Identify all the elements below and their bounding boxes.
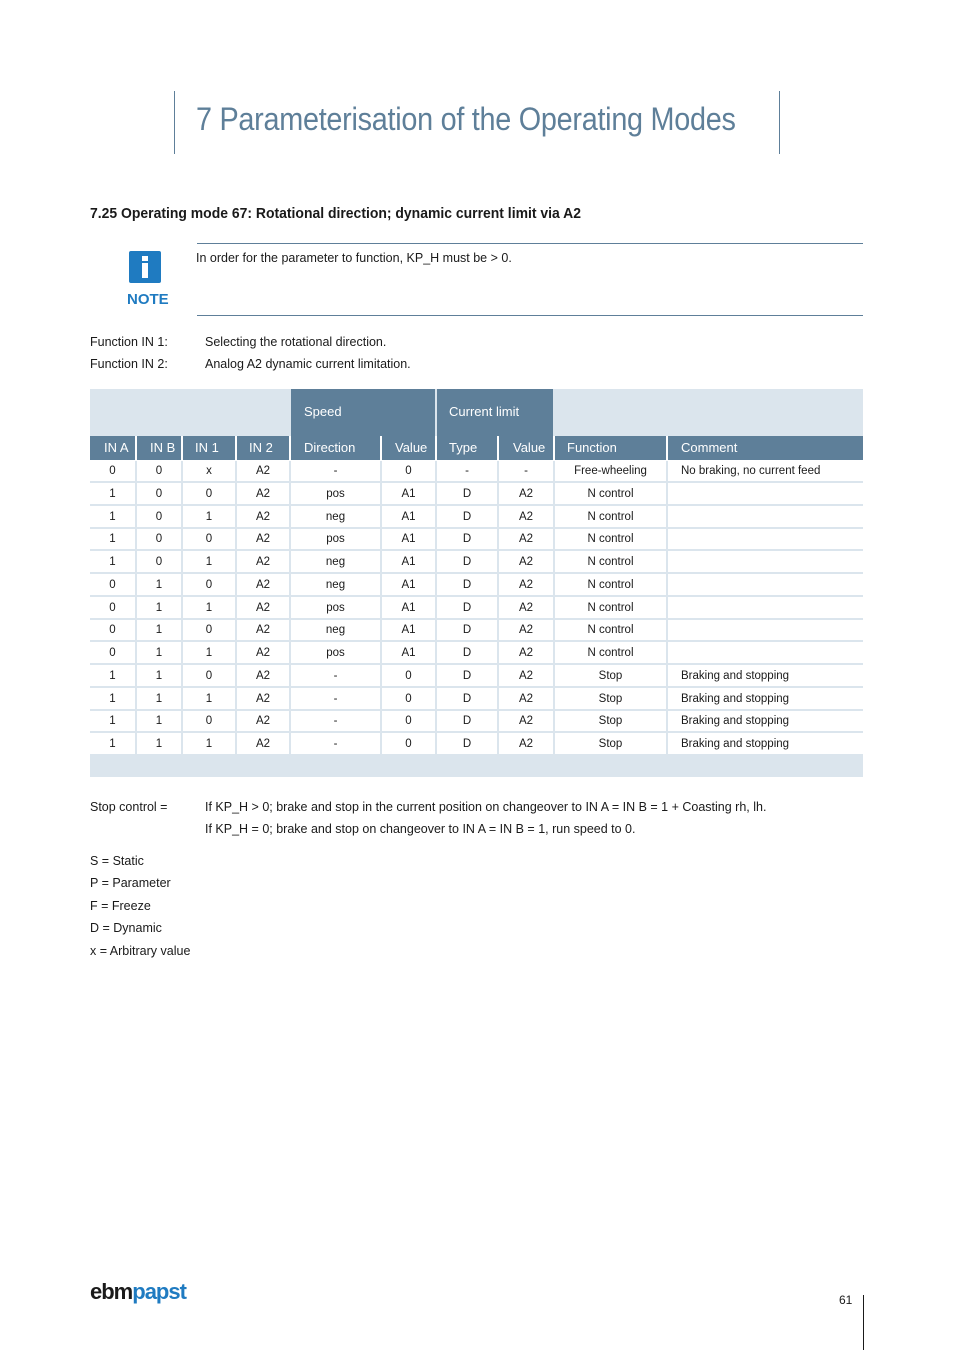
cell-in-2: A2 <box>255 738 271 750</box>
cell-in-a: 0 <box>109 578 116 591</box>
header-type: Type <box>437 436 497 460</box>
column-divider <box>553 461 555 757</box>
cell-speed-value: 0 <box>405 738 412 750</box>
header-in-2: IN 2 <box>237 436 289 460</box>
table-footer-band <box>90 755 863 777</box>
cell-direction: pos <box>326 601 345 614</box>
cell-type: D <box>462 510 472 523</box>
cell-in-a: 0 <box>109 647 116 659</box>
column-divider <box>235 461 237 757</box>
header-divider <box>666 436 668 460</box>
cell-in-1: 0 <box>205 624 213 637</box>
cell-in-b: 0 <box>155 556 163 568</box>
column-divider <box>181 461 183 757</box>
cell-direction: neg <box>325 624 346 637</box>
cell-current-value: - <box>524 465 528 477</box>
header-in-a: IN A <box>90 436 135 460</box>
cell-speed-value: 0 <box>405 669 412 682</box>
cell-type: D <box>462 669 472 682</box>
cell-in-b: 1 <box>155 624 163 637</box>
header-in-b: IN B <box>137 436 181 460</box>
cell-type: D <box>462 692 472 705</box>
cell-comment <box>681 620 863 640</box>
cell-in-b: 0 <box>155 510 163 523</box>
speed-group-label: Speed <box>304 404 342 419</box>
cell-current-value: A2 <box>518 738 534 750</box>
cell-speed-value: 0 <box>405 465 412 477</box>
note-line-top <box>197 243 863 244</box>
section-heading: 7.25 Operating mode 67: Rotational direction; dynamic current limit via A2 <box>90 205 581 222</box>
cell-in-a: 1 <box>109 715 116 728</box>
row-divider <box>90 595 863 597</box>
cell-comment <box>681 552 863 572</box>
cell-in-2: A2 <box>255 692 271 705</box>
row-divider <box>90 572 863 574</box>
cell-in-2: A2 <box>255 601 271 614</box>
cell-type: D <box>462 533 472 546</box>
cell-in-2: A2 <box>255 487 271 500</box>
cell-speed-value: A1 <box>401 624 416 637</box>
cell-in-b: 0 <box>155 465 163 477</box>
cell-comment <box>681 575 863 595</box>
column-divider <box>497 461 499 757</box>
header-divider <box>289 436 291 460</box>
cell-direction: pos <box>326 533 345 546</box>
cell-comment <box>681 507 863 527</box>
row-divider <box>90 731 863 733</box>
cell-in-a: 0 <box>109 624 116 637</box>
cell-in-b: 1 <box>155 715 163 728</box>
header-current-value: Value <box>499 436 553 460</box>
column-divider <box>666 461 668 757</box>
cell-in-2: A2 <box>255 510 271 523</box>
cell-comment <box>681 484 863 504</box>
cell-comment: Braking and stopping <box>681 692 790 705</box>
header-direction: Direction <box>291 436 380 460</box>
cell-in-1: 1 <box>205 601 213 614</box>
cell-current-value: A2 <box>518 692 534 705</box>
cell-speed-value: A1 <box>401 487 416 500</box>
header-divider <box>181 436 183 460</box>
cell-in-a: 1 <box>109 556 116 568</box>
cell-in-1: x <box>206 465 212 477</box>
cell-function: N control <box>587 647 634 659</box>
legend-static: S = Static <box>90 854 144 868</box>
cell-direction: neg <box>325 578 346 591</box>
cell-function: Stop <box>598 738 623 750</box>
cell-type: - <box>465 465 469 477</box>
stop-control-line-2: If KP_H = 0; brake and stop on changeover to IN A = IN B = 1, run speed to 0. <box>205 822 636 836</box>
chapter-bar-right <box>779 91 780 154</box>
chapter-bar-left <box>174 91 175 154</box>
cell-direction: - <box>333 692 338 705</box>
cell-comment <box>681 643 863 663</box>
cell-in-1: 0 <box>205 487 213 500</box>
column-divider <box>380 461 382 757</box>
cell-in-a: 1 <box>109 487 116 500</box>
row-divider <box>90 640 863 642</box>
cell-function: Stop <box>598 715 623 728</box>
cell-direction: - <box>333 465 338 477</box>
cell-current-value: A2 <box>518 510 534 523</box>
cell-in-2: A2 <box>255 647 271 659</box>
cell-function: N control <box>587 601 634 614</box>
cell-function: N control <box>587 556 634 568</box>
row-divider <box>90 481 863 483</box>
cell-in-2: A2 <box>255 533 271 546</box>
cell-function: Free-wheeling <box>574 465 647 477</box>
column-divider <box>289 461 291 757</box>
cell-speed-value: A1 <box>401 647 416 659</box>
cell-speed-value: A1 <box>401 556 416 568</box>
cell-in-b: 1 <box>155 601 163 614</box>
function-in2-value: Analog A2 dynamic current limitation. <box>205 357 411 371</box>
cell-current-value: A2 <box>518 669 534 682</box>
cell-current-value: A2 <box>518 487 534 500</box>
cell-in-1: 0 <box>205 533 213 546</box>
chapter-title: 7 Parameterisation of the Operating Modes <box>196 101 736 137</box>
cell-comment: No braking, no current feed <box>681 465 821 477</box>
cell-function: N control <box>587 510 634 523</box>
cell-direction: neg <box>325 510 346 523</box>
stop-control-line-1: If KP_H > 0; brake and stop in the current position on changeover to IN A = IN B = 1 + Coasting rh, lh. <box>205 800 767 814</box>
row-divider <box>90 618 863 620</box>
stop-control-label: Stop control = <box>90 800 168 814</box>
cell-type: D <box>462 715 472 728</box>
header-comment: Comment <box>668 436 863 460</box>
cell-in-b: 1 <box>155 692 163 705</box>
cell-current-value: A2 <box>518 624 534 637</box>
legend-arbitrary: x = Arbitrary value <box>90 944 191 958</box>
cell-in-a: 1 <box>109 669 116 682</box>
cell-in-1: 1 <box>205 510 213 523</box>
header-divider <box>135 436 137 460</box>
cell-type: D <box>462 556 472 568</box>
cell-speed-value: A1 <box>401 533 416 546</box>
cell-function: Stop <box>598 669 623 682</box>
cell-in-b: 1 <box>155 669 163 682</box>
cell-in-1: 0 <box>205 578 213 591</box>
function-in1-value: Selecting the rotational direction. <box>205 335 387 349</box>
cell-comment: Braking and stopping <box>681 738 790 750</box>
legend-freeze: F = Freeze <box>90 899 151 913</box>
cell-in-b: 1 <box>155 647 163 659</box>
cell-direction: - <box>333 669 338 682</box>
cell-current-value: A2 <box>518 533 534 546</box>
header-function: Function <box>555 436 666 460</box>
cell-in-a: 0 <box>109 601 116 614</box>
row-divider <box>90 549 863 551</box>
cell-in-2: A2 <box>255 578 271 591</box>
cell-direction: pos <box>326 487 345 500</box>
cell-comment: Braking and stopping <box>681 715 790 728</box>
cell-function: N control <box>587 533 634 546</box>
note-label: NOTE <box>127 291 169 308</box>
cell-in-b: 1 <box>155 578 163 591</box>
cell-type: D <box>462 647 472 659</box>
page-number: 61 <box>839 1293 853 1307</box>
header-speed-value: Value <box>382 436 435 460</box>
row-divider <box>90 663 863 665</box>
cell-current-value: A2 <box>518 601 534 614</box>
page-bar <box>863 1295 864 1350</box>
cell-in-a: 1 <box>109 533 116 546</box>
function-in1-label: Function IN 1: <box>90 335 168 349</box>
cell-speed-value: 0 <box>405 692 412 705</box>
cell-function: N control <box>587 487 634 500</box>
cell-current-value: A2 <box>518 556 534 568</box>
header-divider <box>435 436 437 460</box>
cell-function: Stop <box>598 692 623 705</box>
cell-direction: - <box>333 738 338 750</box>
cell-in-1: 0 <box>205 669 213 682</box>
cell-direction: pos <box>326 647 345 659</box>
row-divider <box>90 686 863 688</box>
cell-in-b: 0 <box>155 487 163 500</box>
cell-in-a: 1 <box>109 738 116 750</box>
cell-in-1: 1 <box>205 556 213 568</box>
cell-function: N control <box>587 578 634 591</box>
current-limit-group-label: Current limit <box>449 404 520 419</box>
cell-in-2: A2 <box>255 669 271 682</box>
cell-type: D <box>462 601 472 614</box>
cell-in-b: 0 <box>155 533 163 546</box>
note-line-bottom <box>197 315 863 316</box>
cell-direction: neg <box>325 556 346 568</box>
cell-type: D <box>462 624 472 637</box>
cell-in-2: A2 <box>255 715 271 728</box>
header-divider <box>235 436 237 460</box>
column-divider <box>435 461 437 757</box>
cell-in-a: 1 <box>109 510 116 523</box>
row-divider <box>90 709 863 711</box>
cell-type: D <box>462 738 472 750</box>
cell-in-a: 0 <box>109 465 116 477</box>
cell-in-2: A2 <box>255 556 271 568</box>
cell-current-value: A2 <box>518 647 534 659</box>
cell-in-1: 1 <box>205 738 213 750</box>
legend-dynamic: D = Dynamic <box>90 921 162 935</box>
cell-type: D <box>462 487 472 500</box>
cell-comment <box>681 529 863 549</box>
cell-speed-value: A1 <box>401 601 416 614</box>
info-icon <box>129 251 161 283</box>
column-divider <box>135 461 137 757</box>
cell-function: N control <box>587 624 634 637</box>
legend-parameter: P = Parameter <box>90 876 171 890</box>
cell-direction: - <box>333 715 338 728</box>
cell-type: D <box>462 578 472 591</box>
cell-current-value: A2 <box>518 715 534 728</box>
cell-in-a: 1 <box>109 692 116 705</box>
header-divider <box>380 436 382 460</box>
cell-comment: Braking and stopping <box>681 669 790 682</box>
cell-speed-value: A1 <box>401 578 416 591</box>
ebmpapst-logo: ebmpapst <box>90 1279 186 1304</box>
header-divider <box>497 436 499 460</box>
header-in-1: IN 1 <box>183 436 235 460</box>
cell-in-b: 1 <box>155 738 163 750</box>
cell-in-1: 1 <box>205 692 213 705</box>
cell-current-value: A2 <box>518 578 534 591</box>
header-divider <box>553 436 555 460</box>
cell-comment <box>681 598 863 618</box>
cell-in-1: 0 <box>205 715 213 728</box>
cell-in-2: A2 <box>255 624 271 637</box>
row-divider <box>90 527 863 529</box>
cell-in-1: 1 <box>205 647 213 659</box>
note-text: In order for the parameter to function, KP_H must be > 0. <box>196 251 512 265</box>
cell-speed-value: A1 <box>401 510 416 523</box>
cell-speed-value: 0 <box>405 715 412 728</box>
function-in2-label: Function IN 2: <box>90 357 168 371</box>
row-divider <box>90 504 863 506</box>
cell-in-2: A2 <box>255 465 271 477</box>
